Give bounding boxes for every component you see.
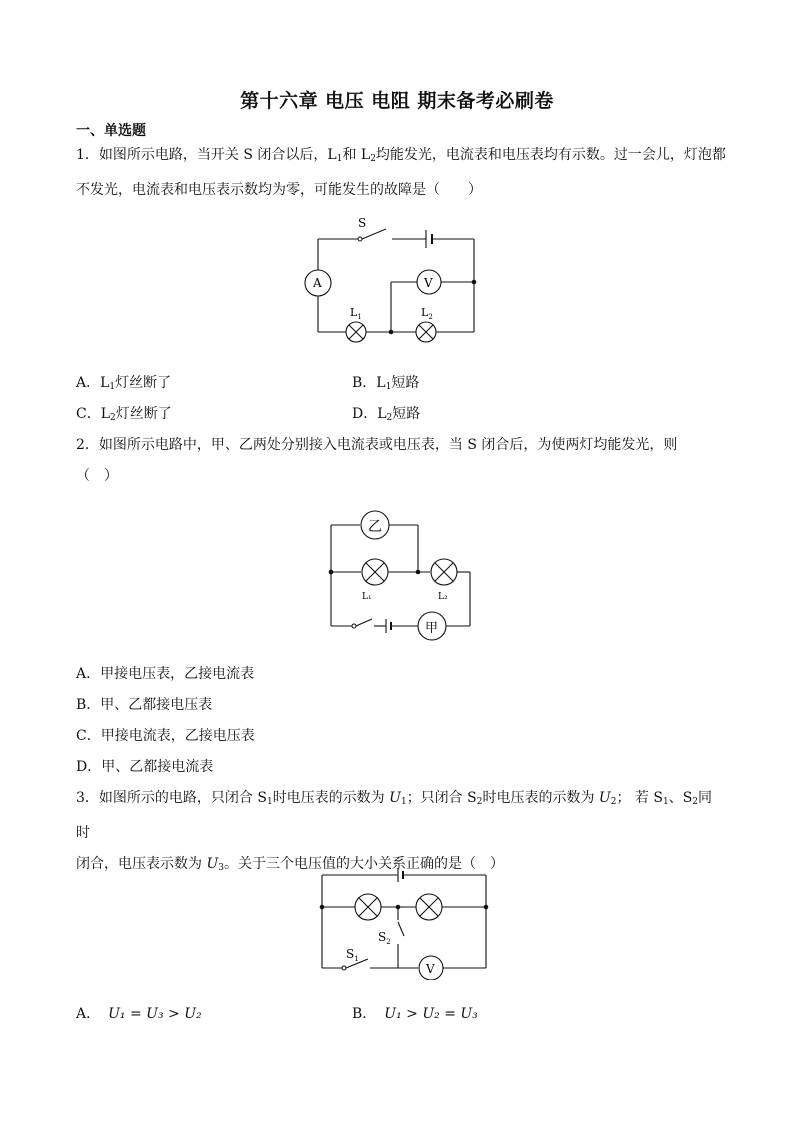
- voltmeter-label: V: [424, 276, 433, 290]
- q1-option-d[interactable]: D．$L_2$短路: [352, 406, 421, 423]
- lamp-2-label: $L_2$: [421, 306, 433, 321]
- q3-option-b[interactable]: B． U₁ > U₂ = U₃: [352, 1006, 478, 1022]
- meter-yi-label: 乙: [368, 519, 382, 535]
- question-1: [76, 140, 726, 206]
- lamp-1-label: $L_1$: [350, 306, 362, 321]
- question-3-line-2: 闭合，电压表示数为 $U_3$。关于三个电压值的大小关系正确的是（ ）: [76, 856, 504, 873]
- q1-option-b[interactable]: B．$L_1$短路: [352, 375, 420, 392]
- question-3-line-1: 3．如图所示的电路，只闭合 $S_1$时电压表的示数为 $U_1$；只闭合 $S_2$时电压表的示数为 $U_2$； 若 $S_1$、$S_2$同时: [76, 790, 713, 841]
- question-2-line-1: 2．如图所示电路中，甲、乙两处分别接入电流表或电压表，当 S 闭合后，为使两灯均能发光，则: [76, 437, 678, 453]
- q1-option-a[interactable]: A．$L_1$灯丝断了: [76, 375, 172, 392]
- circuit-diagram-3: [312, 862, 497, 980]
- section-heading: 一、单选题: [76, 123, 146, 139]
- lamp-l2-label: L₂: [438, 592, 448, 602]
- q2-option-d[interactable]: D．甲、乙都接电流表: [76, 759, 214, 775]
- ammeter-label: A: [313, 276, 322, 290]
- q3-option-a[interactable]: A． U₁ = U₃ > U₂: [76, 1006, 202, 1022]
- q2-option-c[interactable]: C．甲接电流表，乙接电压表: [76, 728, 255, 744]
- q2-option-b[interactable]: B．甲、乙都接电压表: [76, 697, 213, 713]
- circuit-diagram-2: [320, 506, 480, 641]
- meter-jia-label: 甲: [425, 621, 439, 636]
- question-2: [76, 430, 726, 492]
- q1-option-c[interactable]: C．$L_2$灯丝断了: [76, 406, 172, 423]
- page-title: 第十六章 电压 电阻 期末备考必刷卷: [240, 90, 554, 112]
- question-1-line-2: 不发光，电流表和电压表示数均为零，可能发生的故障是（ ）: [76, 182, 482, 198]
- switch-s2-label: $S_2$: [378, 930, 391, 946]
- switch-label: S: [358, 216, 367, 230]
- q2-option-a[interactable]: A．甲接电压表，乙接电流表: [76, 666, 255, 682]
- question-2-line-2: （ ）: [76, 468, 118, 484]
- voltmeter-label-3: V: [426, 962, 435, 976]
- switch-s1-label: $S_1$: [346, 947, 359, 963]
- circuit-diagram-1: [290, 208, 490, 346]
- lamp-l1-label: L₁: [362, 592, 372, 602]
- question-1-line-1: 1．如图所示电路，当开关 S 闭合以后，$L_1$和 $L_2$均能发光，电流表和电压表均有示数。过一会儿，灯泡都: [76, 147, 726, 164]
